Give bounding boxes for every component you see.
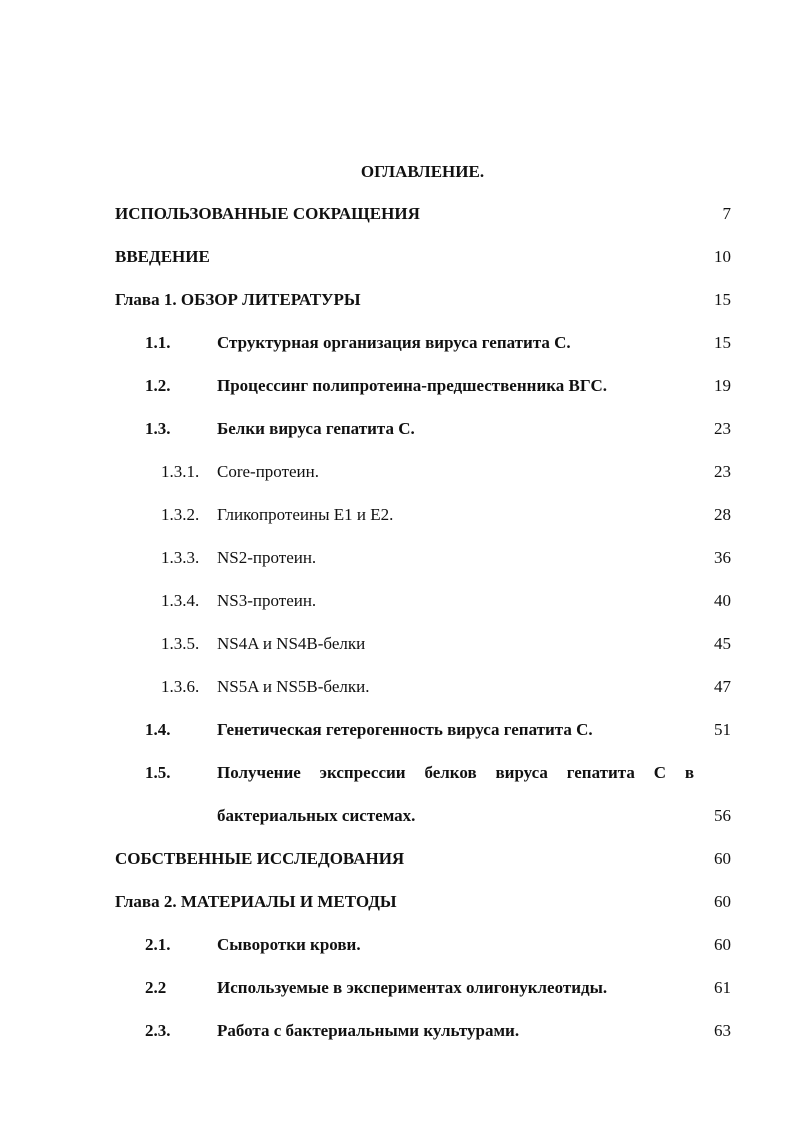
toc-entry-title: ВВЕДЕНИЕ — [115, 247, 210, 266]
toc-entry-title: бактериальных системах. — [217, 806, 416, 825]
toc-entry-page: 10 — [714, 247, 731, 266]
toc-entry-page: 15 — [714, 290, 731, 309]
toc-entry-number: 1.5. — [145, 763, 171, 782]
toc-entry-2 — [0, 246, 793, 289]
toc-entry-title: NS4A и NS4B-белки — [217, 634, 366, 653]
toc-entry-19 — [0, 977, 793, 1020]
toc-heading: ОГЛАВЛЕНИЕ. — [360, 162, 485, 181]
toc-entry-page: 7 — [722, 204, 731, 223]
toc-entry-title: Процессинг полипротеина-предшественника ВГС. — [217, 376, 607, 395]
toc-entry-title: Получение экспрессии белков вируса гепатита С в — [217, 763, 694, 782]
toc-entry-18 — [0, 934, 793, 977]
toc-entry-number: 1.4. — [145, 720, 171, 739]
toc-entry-page: 45 — [714, 634, 731, 653]
toc-entry-14 — [0, 762, 793, 805]
toc-entry-page: 36 — [714, 548, 731, 567]
toc-entry-page: 60 — [714, 935, 731, 954]
toc-entry-number: 1.3.1. — [161, 462, 200, 481]
toc-entry-20 — [0, 1020, 793, 1063]
toc-entry-number: 1.3.4. — [161, 591, 200, 610]
toc-entry-number: 2.1. — [145, 935, 171, 954]
toc-entry-title: СОБСТВЕННЫЕ ИССЛЕДОВАНИЯ — [115, 849, 405, 868]
toc-entry-10 — [0, 590, 793, 633]
toc-entry-title: Используемые в экспериментах олигонуклеотиды. — [217, 978, 608, 997]
toc-entry-3 — [0, 289, 793, 332]
toc-entry-number: 1.3.6. — [161, 677, 200, 696]
toc-entry-title: Работа с бактериальными культурами. — [217, 1021, 520, 1040]
toc-entry-title: Белки вируса гепатита С. — [217, 419, 415, 438]
toc-entry-1 — [0, 203, 793, 246]
toc-entry-9 — [0, 547, 793, 590]
toc-entry-title: Core-протеин. — [217, 462, 319, 481]
toc-entry-page: 60 — [714, 892, 731, 911]
toc-entry-13 — [0, 719, 793, 762]
toc-entry-title: NS5A и NS5B-белки. — [217, 677, 370, 696]
toc-entry-page: 61 — [714, 978, 731, 997]
toc-entry-page: 23 — [714, 419, 731, 438]
toc-list — [0, 203, 793, 1063]
toc-entry-11 — [0, 633, 793, 676]
toc-entry-page: 23 — [714, 462, 731, 481]
toc-entry-title: Генетическая гетерогенность вируса гепатита С. — [217, 720, 593, 739]
toc-entry-17 — [0, 891, 793, 934]
toc-entry-number: 1.3. — [145, 419, 171, 438]
toc-entry-number: 1.3.5. — [161, 634, 200, 653]
toc-entry-number: 1.1. — [145, 333, 171, 352]
toc-entry-page: 47 — [714, 677, 731, 696]
toc-entry-title: Глава 1. ОБЗОР ЛИТЕРАТУРЫ — [115, 290, 361, 309]
toc-entry-7 — [0, 461, 793, 504]
toc-entry-page: 63 — [714, 1021, 731, 1040]
toc-entry-number: 2.3. — [145, 1021, 171, 1040]
toc-entry-5 — [0, 375, 793, 418]
toc-entry-title: Структурная организация вируса гепатита С. — [217, 333, 571, 352]
toc-entry-title: Гликопротеины Е1 и Е2. — [217, 505, 394, 524]
toc-entry-title: Глава 2. МАТЕРИАЛЫ И МЕТОДЫ — [115, 892, 397, 911]
toc-entry-number: 1.2. — [145, 376, 171, 395]
toc-entry-15 — [0, 805, 793, 848]
toc-entry-page: 28 — [714, 505, 731, 524]
toc-entry-title: Сыворотки крови. — [217, 935, 361, 954]
toc-entry-12 — [0, 676, 793, 719]
toc-entry-title: ИСПОЛЬЗОВАННЫЕ СОКРАЩЕНИЯ — [115, 204, 420, 223]
toc-entry-number: 2.2 — [145, 978, 167, 997]
toc-entry-16 — [0, 848, 793, 891]
toc-entry-8 — [0, 504, 793, 547]
toc-entry-page: 51 — [714, 720, 731, 739]
toc-entry-page: 19 — [714, 376, 731, 395]
toc-entry-6 — [0, 418, 793, 461]
toc-entry-page: 15 — [714, 333, 731, 352]
toc-entry-number: 1.3.3. — [161, 548, 200, 567]
toc-entry-number: 1.3.2. — [161, 505, 200, 524]
toc-entry-title: NS2-протеин. — [217, 548, 317, 567]
toc-entry-page: 56 — [714, 806, 731, 825]
toc-entry-4 — [0, 332, 793, 375]
toc-entry-title: NS3-протеин. — [217, 591, 317, 610]
toc-entry-page: 40 — [714, 591, 731, 610]
toc-entry-page: 60 — [714, 849, 731, 868]
